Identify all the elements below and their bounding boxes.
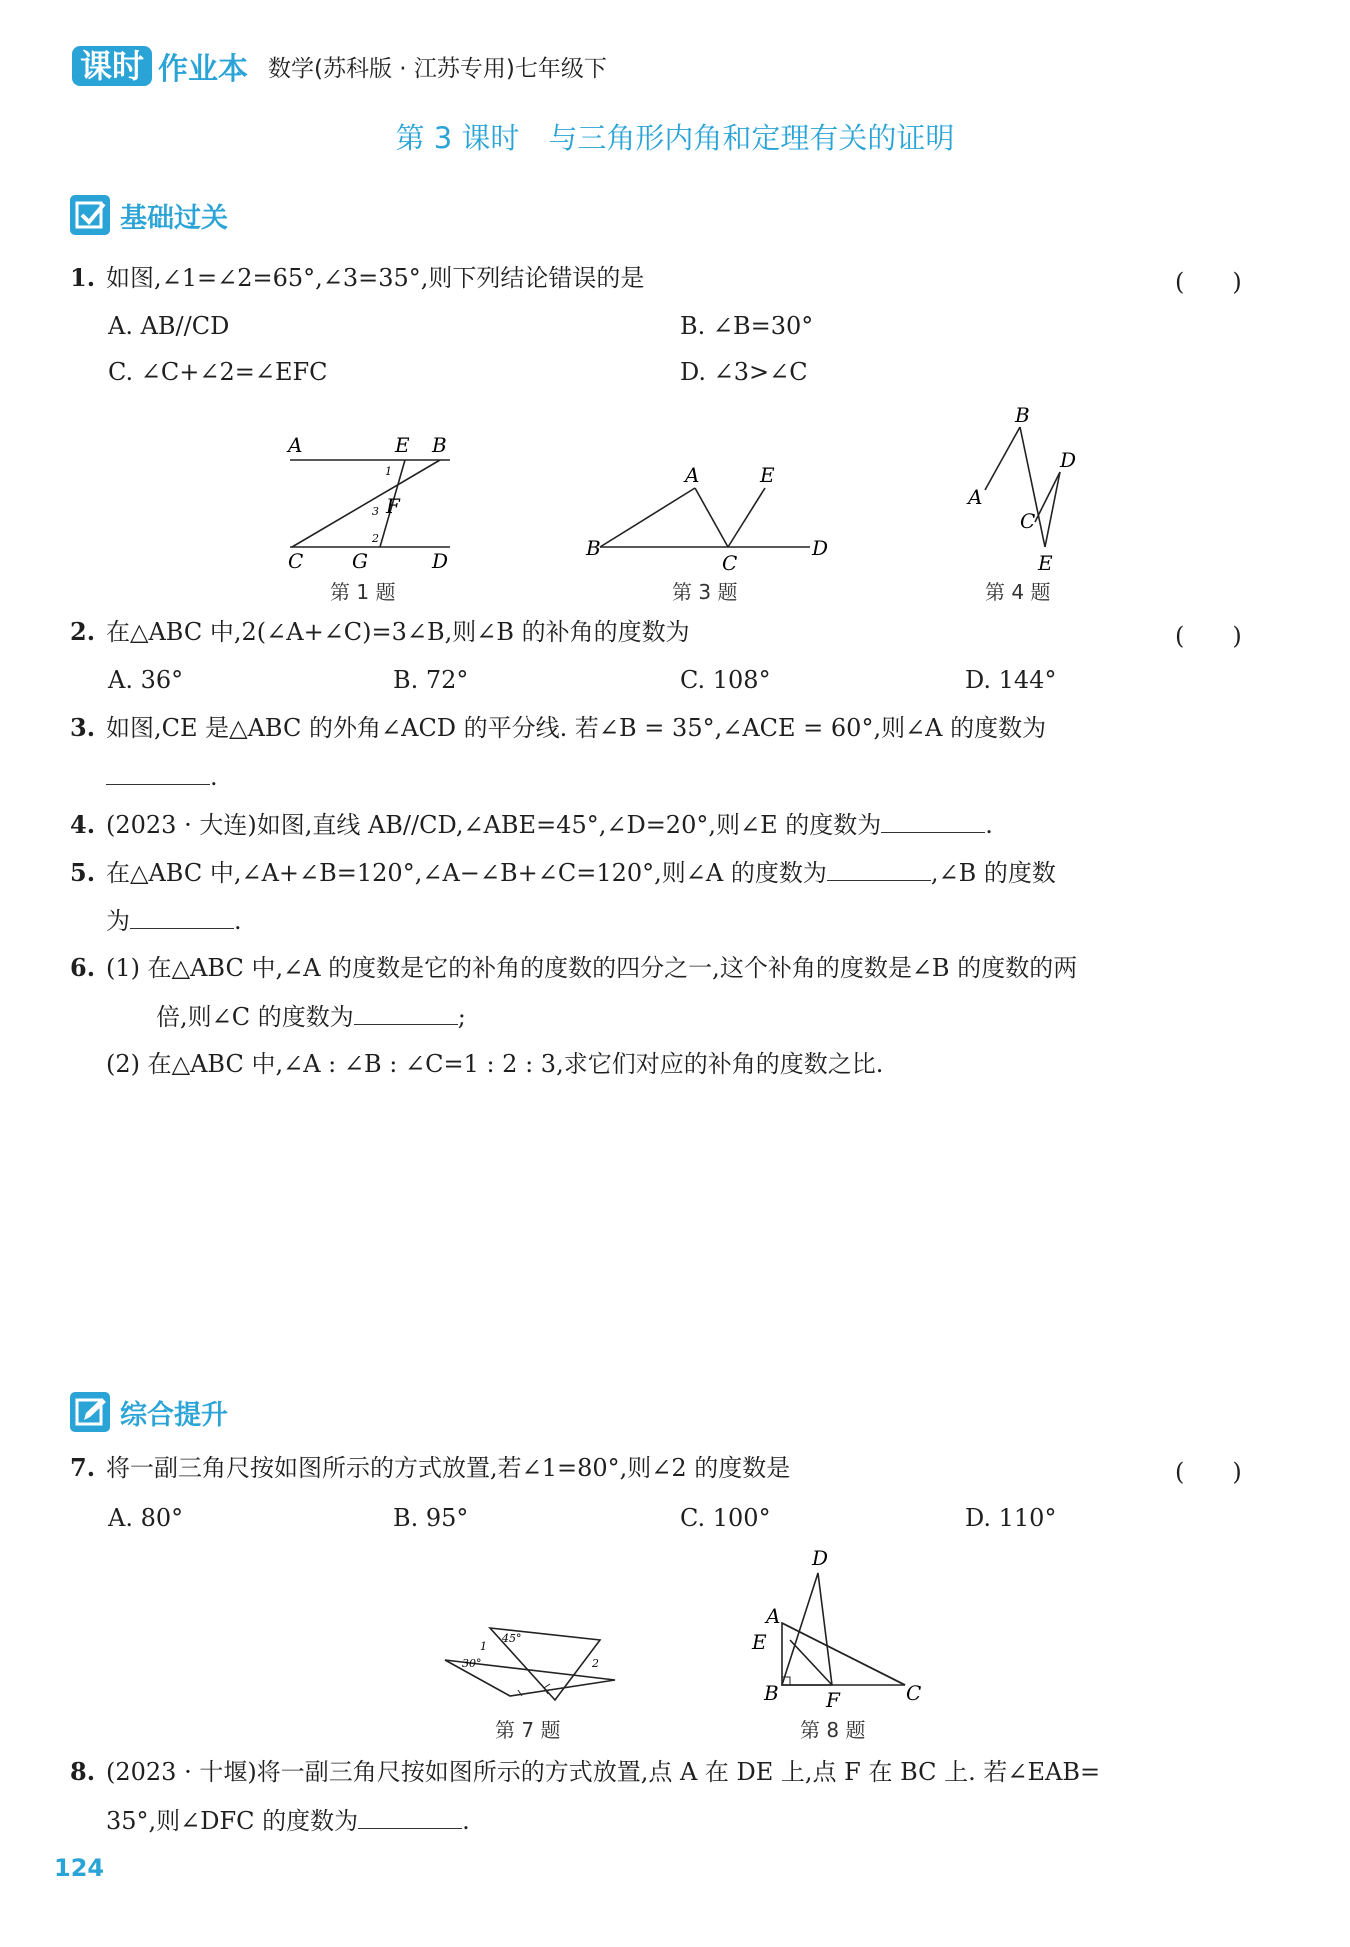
answer-paren: ( ): [1175, 622, 1242, 650]
question-6-line2: [156, 1000, 466, 1033]
question-5: [70, 856, 1056, 889]
figure-4-caption: 第 4 题: [985, 580, 1051, 604]
answer-blank[interactable]: [354, 1000, 458, 1025]
question-number: 2.: [70, 617, 96, 646]
question-2: [70, 616, 690, 648]
figure-8: [750, 1545, 930, 1710]
question-text: (1) 在△ABC 中,∠A 的度数是它的补角的度数的四分之一,这个补角的度数是∠B 的度数的两: [106, 954, 1078, 982]
question-3: [70, 712, 1046, 744]
figure-8-caption: 第 8 题: [800, 1718, 866, 1742]
figure-1-caption: 第 1 题: [330, 580, 396, 604]
section-advanced-heading: [70, 1392, 228, 1432]
label-e: E: [760, 463, 775, 487]
option-a: A. 80°: [108, 1504, 184, 1532]
answer-blank[interactable]: [358, 1804, 462, 1829]
question-text: 在△ABC 中,∠A+∠B=120°,∠A−∠B+∠C=120°,则∠A 的度数为: [106, 859, 827, 887]
label-f: F: [386, 494, 400, 518]
option-d: D. 110°: [965, 1504, 1057, 1532]
option-c: C. ∠C+∠2=∠EFC: [108, 358, 328, 386]
label-c: C: [906, 1681, 922, 1705]
label-e: E: [395, 433, 410, 457]
lesson-title: 第 3 课时 与三角形内角和定理有关的证明: [395, 121, 955, 155]
answer-blank[interactable]: [881, 808, 985, 833]
pencil-icon: [70, 1392, 110, 1432]
question-5-line2: [106, 904, 242, 937]
label-b: B: [586, 536, 601, 560]
question-number: 8.: [70, 1757, 96, 1786]
label-angle-1: 1: [385, 465, 392, 478]
label-g: G: [352, 549, 368, 573]
question-number: 5.: [70, 858, 96, 887]
answer-blank-a[interactable]: [827, 856, 931, 881]
option-a: A. 36°: [108, 666, 184, 694]
question-number: 4.: [70, 810, 96, 839]
question-mid: ,∠B 的度数: [930, 859, 1056, 887]
question-3-answer-line: [106, 760, 218, 793]
figure-3: [580, 460, 840, 575]
question-number: 3.: [70, 713, 96, 742]
label-d: D: [812, 1546, 829, 1570]
label-c: C: [288, 549, 304, 573]
section-basic-heading: [70, 195, 228, 235]
question-line2: 为: [106, 907, 130, 935]
option-b: B. 95°: [393, 1504, 469, 1532]
option-a: A. AB//CD: [108, 312, 230, 340]
answer-blank[interactable]: [106, 760, 210, 785]
label-d: D: [432, 549, 449, 573]
question-6: [70, 952, 1077, 984]
label-f: F: [826, 1688, 840, 1710]
question-number: 7.: [70, 1453, 96, 1482]
question-text: 如图,CE 是△ABC 的外角∠ACD 的平分线. 若∠B = 35°,∠ACE = 60°,则∠A 的度数为: [106, 714, 1047, 742]
question-8: [70, 1756, 1100, 1788]
section-advanced-title: 综合提升: [120, 1399, 228, 1431]
label-a: A: [766, 1604, 781, 1628]
question-7: [70, 1452, 790, 1484]
option-d: D. 144°: [965, 666, 1057, 694]
option-c: C. 100°: [680, 1504, 771, 1532]
label-e: E: [1038, 551, 1053, 575]
question-6-part2: (2) 在△ABC 中,∠A : ∠B : ∠C=1 : 2 : 3,求它们对应的补角的度数之比.: [106, 1050, 884, 1078]
option-b: B. 72°: [393, 666, 469, 694]
label-angle-2: 2: [592, 1657, 599, 1670]
question-text: 倍,则∠C 的度数为: [156, 1003, 354, 1031]
figure-1: [280, 430, 460, 575]
question-8-line2: [106, 1804, 470, 1837]
question-tail: .: [210, 763, 218, 791]
question-tail: ;: [457, 1003, 466, 1031]
question-text: (2023 · 十堰)将一副三角尺按如图所示的方式放置,点 A 在 DE 上,点 F 在 BC 上. 若∠EAB=: [106, 1758, 1101, 1786]
page-number: 124: [54, 1854, 105, 1882]
label-a: A: [288, 433, 303, 457]
brand-name: 作业本: [158, 52, 249, 87]
label-b: B: [1015, 403, 1030, 427]
label-d: D: [812, 536, 829, 560]
question-text: 将一副三角尺按如图所示的方式放置,若∠1=80°,则∠2 的度数是: [106, 1454, 791, 1482]
figure-7: [440, 1620, 620, 1705]
label-c: C: [1020, 509, 1036, 533]
label-angle-1: 1: [480, 1640, 487, 1653]
question-1: [70, 262, 644, 294]
figure-3-caption: 第 3 题: [672, 580, 738, 604]
option-c: C. 108°: [680, 666, 771, 694]
answer-paren: ( ): [1175, 268, 1242, 296]
question-tail: .: [234, 907, 242, 935]
question-text: 在△ABC 中,2(∠A+∠C)=3∠B,则∠B 的补角的度数为: [106, 618, 690, 646]
label-a: A: [685, 463, 700, 487]
subject-line: 数学(苏科版 · 江苏专用)七年级下: [268, 55, 607, 82]
figure-4: [960, 402, 1090, 577]
question-4: [70, 808, 993, 841]
brand-logo: 课时: [72, 46, 152, 86]
label-d: D: [1060, 448, 1077, 472]
label-angle-3: 3: [372, 505, 379, 518]
label-a: A: [968, 485, 983, 509]
question-tail: .: [462, 1807, 470, 1835]
answer-paren: ( ): [1175, 1458, 1242, 1486]
question-text: 如图,∠1=∠2=65°,∠3=35°,则下列结论错误的是: [106, 264, 645, 292]
label-45-deg: 45°: [502, 1632, 522, 1645]
checkbox-icon: [70, 195, 110, 235]
label-b: B: [432, 433, 447, 457]
label-angle-2: 2: [372, 532, 379, 545]
figure-7-caption: 第 7 题: [495, 1718, 561, 1742]
question-text: (2023 · 大连)如图,直线 AB//CD,∠ABE=45°,∠D=20°,则∠E 的度数为: [106, 811, 882, 839]
question-number: 6.: [70, 953, 96, 982]
label-e: E: [752, 1630, 767, 1654]
section-basic-title: 基础过关: [120, 202, 228, 234]
label-b: B: [764, 1681, 779, 1705]
question-tail: .: [985, 811, 993, 839]
question-number: 1.: [70, 263, 96, 292]
label-c: C: [722, 551, 738, 575]
label-30-deg: 30°: [462, 1657, 482, 1670]
header: [72, 44, 607, 88]
option-b: B. ∠B=30°: [680, 312, 814, 340]
answer-blank-b[interactable]: [130, 904, 234, 929]
option-d: D. ∠3>∠C: [680, 358, 808, 386]
question-text: 35°,则∠DFC 的度数为: [106, 1807, 359, 1835]
